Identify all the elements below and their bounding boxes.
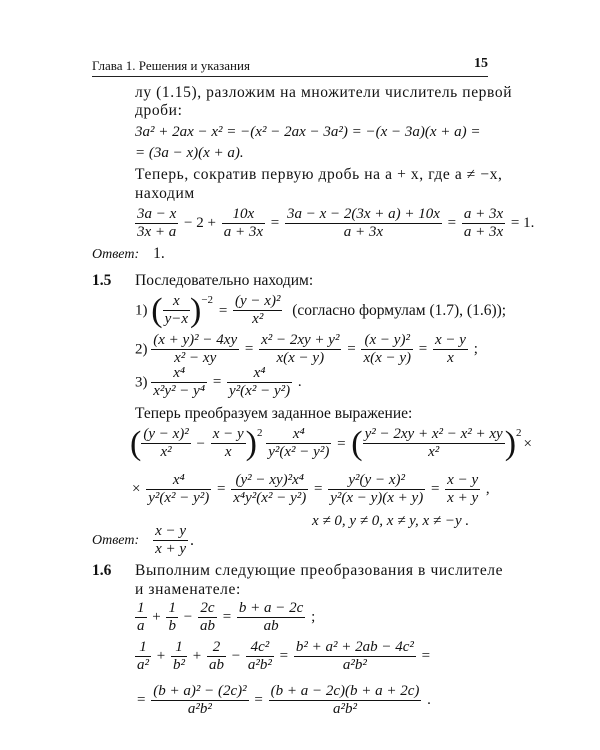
numerator: (x + y)² − 4xy — [153, 332, 238, 348]
denominator: x + y — [447, 489, 479, 506]
operator: . — [190, 531, 195, 549]
denominator: x²y² − y⁴ — [153, 382, 206, 399]
denominator: y²(x² − y²) — [229, 382, 291, 399]
answer-value: 1. — [153, 245, 165, 262]
fraction — [171, 640, 187, 674]
operator: = — [137, 692, 146, 709]
numerator: y² − 2xy + x² − x² + xy — [364, 426, 503, 443]
equation-1-line-1: 3a² + 2ax − x² = −(x² − 2ax − 3a²) = −(x − 3a)(x + a) = — [135, 124, 481, 140]
conditions: x ≠ 0, y ≠ 0, x ≠ y, x ≠ −y . — [312, 513, 470, 529]
fraction — [141, 427, 190, 461]
operator: , — [485, 481, 490, 498]
denominator: a — [137, 617, 145, 634]
numerator: x² − 2xy + y² — [261, 332, 340, 348]
operator: = — [418, 341, 428, 358]
right-paren: ) — [504, 425, 517, 462]
denominator: a²b² — [151, 700, 248, 718]
fraction — [163, 294, 190, 328]
operator: = — [254, 692, 263, 709]
denominator: a + 3x — [463, 223, 504, 240]
section-1-6-line-2: и знаменателе: — [135, 581, 241, 598]
fraction — [266, 427, 331, 461]
numerator: x⁴ — [253, 365, 266, 381]
section-number-1-6: 1.6 — [92, 562, 112, 579]
operator: = — [337, 435, 346, 452]
answer-label: Ответ: — [92, 532, 140, 548]
step-label: 1) — [135, 302, 148, 319]
operator: = 1. — [510, 215, 535, 232]
header-rule — [92, 76, 488, 77]
equation-1-6-b — [135, 640, 432, 674]
transform-text: Теперь преобразуем заданное выражение: — [135, 405, 413, 422]
operator: = — [270, 215, 280, 232]
numerator: x − y — [435, 332, 466, 348]
denominator: ab — [208, 656, 224, 673]
operator: = — [244, 341, 254, 358]
numerator: (y² − xy)²x⁴ — [235, 472, 304, 488]
numerator: x⁴ — [292, 426, 305, 443]
denominator: a² — [137, 656, 149, 673]
step-1 — [135, 294, 506, 328]
denominator: a²b² — [294, 656, 416, 674]
operator: . — [427, 692, 431, 709]
numerator: x — [172, 293, 180, 310]
denominator: x² — [363, 443, 505, 461]
operator: − — [183, 609, 193, 626]
answer-2 — [92, 524, 196, 558]
fraction — [328, 473, 425, 507]
numerator: (y − x)² — [235, 293, 281, 310]
fraction — [151, 684, 248, 718]
right-paren: ) — [245, 425, 257, 462]
denominator: ab — [199, 617, 215, 634]
operator: = — [222, 609, 232, 626]
section-number-1-5: 1.5 — [92, 272, 112, 289]
denominator: x + y — [155, 540, 187, 557]
equation-1-6-a — [135, 601, 317, 635]
operator: + — [156, 648, 166, 665]
operator: − — [196, 435, 205, 452]
fraction — [285, 207, 442, 241]
operator: = — [217, 481, 226, 498]
denominator: a²b² — [269, 700, 422, 718]
denominator: x⁴y²(x² − y²) — [233, 489, 307, 506]
answer-1 — [92, 245, 165, 263]
numerator: b + a − 2c — [238, 600, 304, 616]
intro-line-2: дроби: — [135, 102, 183, 119]
numerator: x − y — [212, 426, 244, 443]
fraction — [246, 640, 274, 674]
left-paren: ( — [151, 292, 163, 329]
denominator: 3x + a — [137, 223, 177, 240]
numerator: 1 — [139, 639, 147, 655]
fraction — [135, 207, 178, 241]
intro-line-1: лу (1.15), разложим на множители числитель первой — [135, 84, 513, 101]
fraction — [259, 333, 341, 367]
numerator: 2 — [212, 639, 221, 655]
fraction — [151, 366, 207, 400]
step-1-note: (согласно формулам (1.7), (1.6)); — [292, 302, 507, 319]
denominator: x — [211, 443, 246, 461]
left-paren: ( — [130, 425, 142, 462]
denominator: y²(x² − y²) — [148, 489, 210, 506]
big-expression-line-1 — [130, 427, 534, 461]
numerator: 1 — [168, 600, 176, 616]
denominator: a²b² — [247, 656, 272, 673]
denominator: y²(x − y)(x + y) — [330, 489, 424, 506]
numerator: (b + a − 2c)(b + a + 2c) — [270, 683, 420, 699]
denominator: x² − xy — [151, 349, 239, 367]
operator: . — [297, 374, 302, 391]
fraction — [198, 601, 217, 635]
numerator: x⁴ — [172, 472, 185, 488]
numerator: 1 — [137, 600, 145, 616]
fraction — [237, 601, 305, 635]
equation-1-6-c — [135, 684, 433, 718]
fraction — [433, 333, 468, 367]
numerator: (y − x)² — [143, 426, 189, 443]
operator: − 2 + — [184, 215, 216, 232]
numerator: x − y — [155, 523, 187, 539]
step-label: 3) — [135, 374, 148, 391]
numerator: 2c — [200, 600, 215, 616]
operator: = — [218, 302, 228, 319]
operator: = — [347, 341, 356, 358]
fraction — [222, 207, 265, 241]
right-paren: ) — [190, 292, 202, 329]
fraction — [462, 207, 505, 241]
numerator: x − y — [447, 472, 479, 488]
fraction — [361, 333, 413, 367]
fraction — [146, 473, 211, 507]
fraction — [294, 640, 416, 674]
operator: − — [231, 648, 241, 665]
step-label: 2) — [135, 341, 148, 358]
fraction — [211, 427, 246, 461]
fraction — [445, 473, 480, 507]
big-expression-line-2 — [130, 473, 492, 507]
numerator: (b + a)² − (2c)² — [153, 683, 247, 699]
numerator: (x − y)² — [364, 332, 410, 348]
denominator: x² — [233, 310, 282, 328]
numerator: a + 3x — [463, 206, 504, 222]
chapter-header: Глава 1. Решения и указания — [92, 58, 250, 73]
section-1-6-line-1: Выполним следующие преобразования в числителе — [135, 562, 504, 579]
denominator: y²(x² − y²) — [268, 444, 330, 460]
fraction — [135, 640, 151, 674]
step-3 — [135, 366, 304, 400]
denominator: b — [168, 617, 176, 634]
fraction — [227, 366, 292, 400]
numerator: 1 — [175, 639, 183, 655]
left-paren: ( — [351, 425, 363, 462]
answer-label: Ответ: — [92, 247, 140, 262]
step-2 — [135, 333, 480, 367]
equation-1-line-2: = (3a − x)(x + a). — [135, 145, 244, 161]
operator: = — [279, 648, 289, 665]
operator: × — [132, 481, 141, 498]
operator: + — [192, 648, 202, 665]
denominator: x(x − y) — [363, 349, 412, 366]
fraction — [166, 601, 178, 635]
numerator: 10x — [232, 206, 255, 222]
numerator: b² + a² + 2ab − 4c² — [295, 639, 414, 655]
numerator: 3a − x — [137, 206, 177, 222]
operator: + — [152, 609, 161, 626]
operator: × — [523, 435, 533, 452]
exponent: −2 — [201, 294, 214, 306]
denominator: b² — [172, 656, 185, 673]
denominator: y−x — [164, 311, 189, 327]
text-2-line-2: находим — [135, 185, 195, 202]
operator: = — [447, 215, 457, 232]
denominator: x² — [141, 443, 190, 461]
fraction — [233, 294, 282, 328]
exponent: 2 — [257, 427, 263, 439]
operator: = — [313, 481, 323, 498]
operator: = — [430, 481, 440, 498]
equation-2 — [135, 207, 536, 241]
denominator: a + 3x — [285, 223, 442, 241]
denominator: ab — [237, 617, 305, 635]
operator: ; — [311, 609, 316, 626]
denominator: x(x − y) — [259, 349, 341, 367]
denominator: x — [433, 349, 468, 367]
numerator: x⁴ — [173, 365, 186, 381]
fraction — [207, 640, 226, 674]
operator: = — [212, 374, 222, 391]
fraction — [363, 427, 505, 461]
fraction — [231, 473, 308, 507]
numerator: 3a − x − 2(3x + a) + 10x — [286, 206, 440, 222]
text-2-line-1: Теперь, сократив первую дробь на a + x, где a ≠ −x, — [135, 166, 503, 183]
numerator: y²(y − x)² — [348, 472, 405, 488]
numerator: 4c² — [250, 639, 270, 655]
denominator: a + 3x — [223, 223, 263, 240]
fraction — [135, 601, 147, 635]
exponent: 2 — [516, 427, 522, 439]
page-number: 15 — [474, 56, 488, 71]
answer-fraction — [153, 524, 188, 558]
operator: ; — [473, 341, 478, 358]
section-1-5-intro: Последовательно находим: — [135, 272, 314, 289]
operator: = — [421, 648, 431, 665]
fraction — [151, 333, 239, 367]
fraction — [269, 684, 422, 718]
